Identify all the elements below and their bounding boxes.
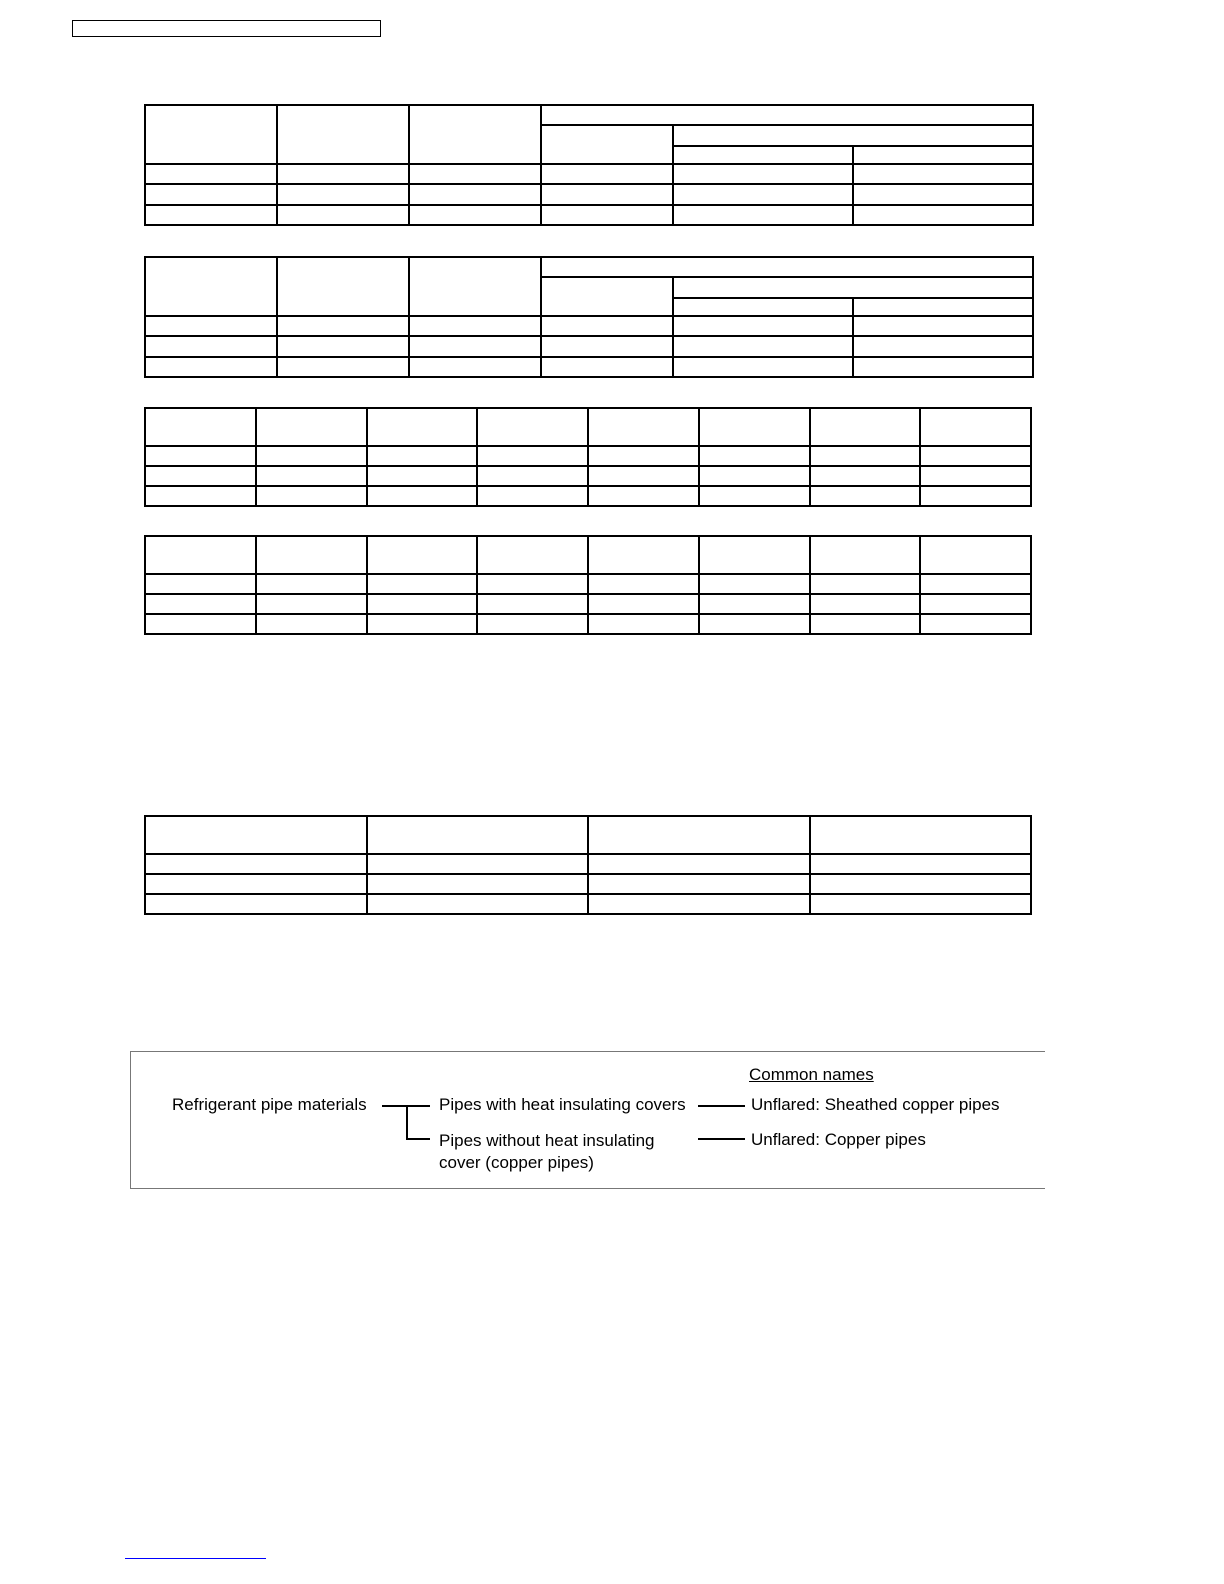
root-label: Refrigerant pipe materials <box>172 1095 367 1114</box>
table-cell <box>673 125 1033 145</box>
name-connector-2 <box>698 1138 745 1140</box>
pipe-materials-diagram <box>130 1051 1045 1189</box>
table-row <box>145 316 1033 336</box>
table-row <box>145 205 1033 225</box>
option-with-cover: Pipes with heat insulating covers <box>439 1095 686 1114</box>
header-label-box <box>72 20 381 37</box>
table-cell <box>673 146 853 164</box>
spec-table-3 <box>144 407 1032 507</box>
table-row <box>145 184 1033 204</box>
table-row <box>145 894 1031 914</box>
table-cell <box>145 105 277 164</box>
common-name-with-cover: Unflared: Sheathed copper pipes <box>751 1095 1000 1114</box>
spec-table-5 <box>144 815 1032 915</box>
spec-table-4 <box>144 535 1032 635</box>
common-names-heading: Common names <box>749 1065 874 1084</box>
table-cell <box>145 257 277 316</box>
table-cell <box>853 298 1033 316</box>
table-row <box>145 336 1033 356</box>
table-cell <box>277 105 409 164</box>
table-header-row <box>145 816 1031 854</box>
spec-table-2 <box>144 256 1034 378</box>
table-cell <box>541 105 1033 125</box>
table-cell <box>541 277 673 316</box>
table-row <box>145 466 1031 486</box>
footer-link-underline <box>125 1558 266 1559</box>
table-row <box>145 357 1033 377</box>
branch-connector-vertical <box>406 1105 408 1139</box>
table-row <box>145 574 1031 594</box>
table-cell <box>853 146 1033 164</box>
name-connector-1 <box>698 1105 745 1107</box>
branch-connector-lower <box>406 1138 430 1140</box>
table-cell <box>673 277 1033 297</box>
table-cell <box>673 298 853 316</box>
table-cell <box>277 257 409 316</box>
table-header-row <box>145 408 1031 446</box>
table-row <box>145 614 1031 634</box>
table-row <box>145 874 1031 894</box>
table-row <box>145 446 1031 466</box>
option-without-cover: Pipes without heat insulating cover (copper pipes) <box>439 1131 655 1172</box>
table-cell <box>541 125 673 164</box>
table-cell <box>409 257 541 316</box>
spec-table-1 <box>144 104 1034 226</box>
table-cell <box>541 257 1033 277</box>
table-row <box>145 164 1033 184</box>
table-row <box>145 854 1031 874</box>
table-header-row <box>145 536 1031 574</box>
common-name-without-cover: Unflared: Copper pipes <box>751 1130 926 1149</box>
table-row <box>145 594 1031 614</box>
table-row <box>145 486 1031 506</box>
table-cell <box>409 105 541 164</box>
